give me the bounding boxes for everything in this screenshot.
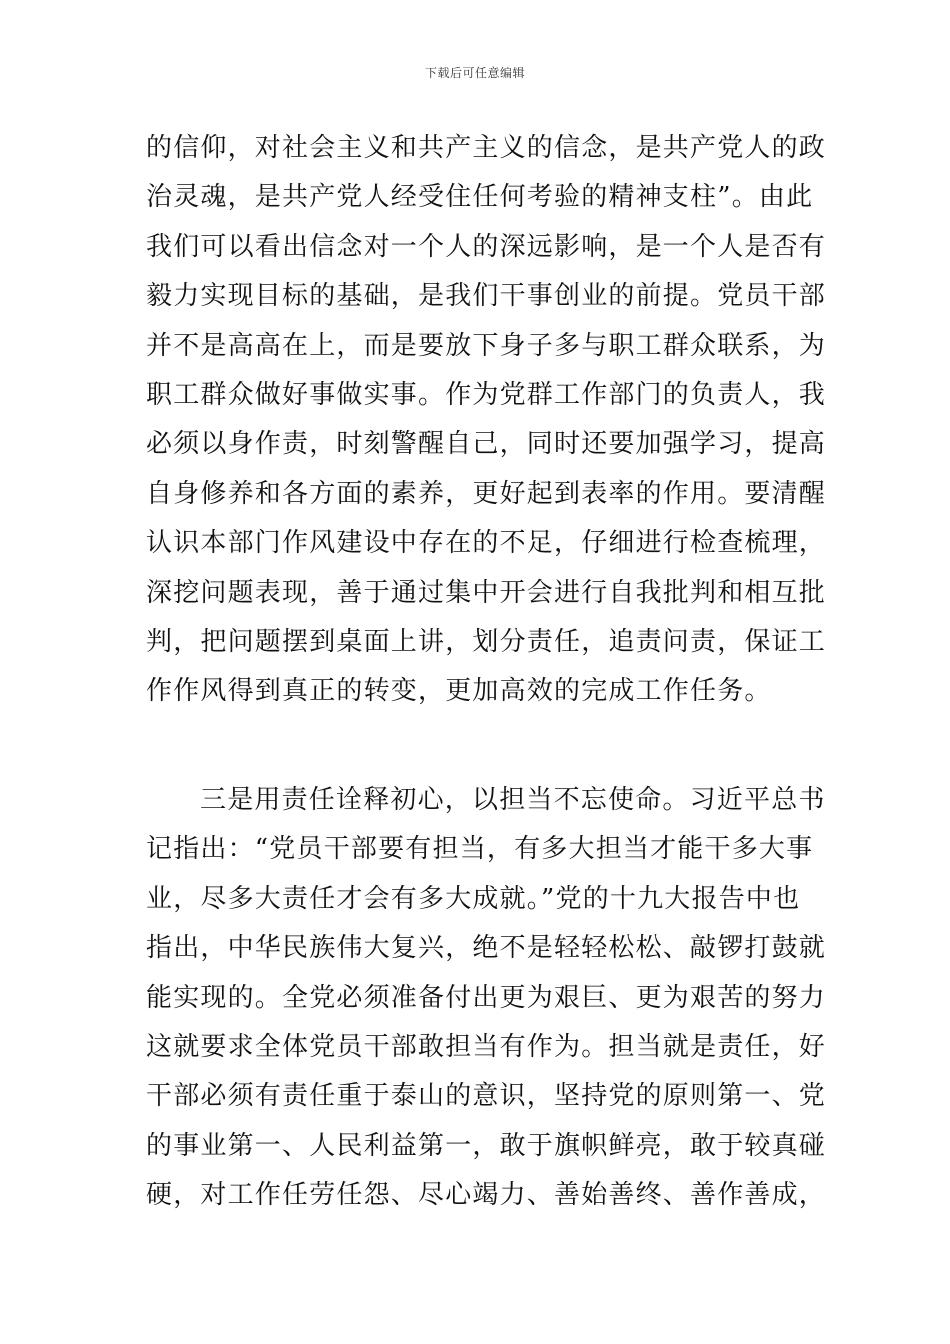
text-line: 干部必须有责任重于泰山的意识，坚持党的原则第一、党 xyxy=(146,1081,827,1112)
text-line: 职工群众做好事做实事。作为党群工作部门的负责人，我 xyxy=(146,379,827,410)
text-line: 判，把问题摆到桌面上讲，划分责任，追责问责，保证工 xyxy=(146,626,827,657)
text-line: 记指出：“党员干部要有担当，有多大担当才能干多大事 xyxy=(146,834,814,865)
text-line: 指出，中华民族伟大复兴，绝不是轻轻松松、敲锣打鼓就 xyxy=(146,933,827,964)
text-line: 的事业第一、人民利益第一，敢于旗帜鲜亮，敢于较真碰 xyxy=(146,1130,827,1161)
text-line: 三是用责任诠释初心，以担当不忘使命。习近平总书 xyxy=(200,785,826,815)
text-line: 业，尽多大责任才会有多大成就。”党的十九大报告中也 xyxy=(146,883,801,914)
page-header-note: 下载后可任意编辑 xyxy=(424,66,525,80)
text-line: 硬，对工作任劳任怨、尽心竭力、善始善终、善作善成， xyxy=(146,1180,827,1211)
text-line: 深挖问题表现，善于通过集中开会进行自我批判和相互批 xyxy=(146,577,827,608)
text-line: 认识本部门作风建设中存在的不足，仔细进行检查梳理， xyxy=(146,528,827,559)
text-line: 治灵魂，是共产党人经受住任何考验的精神支柱”。由此 xyxy=(146,182,814,213)
text-line: 毅力实现目标的基础，是我们干事创业的前提。党员干部 xyxy=(146,281,827,312)
text-line: 这就要求全体党员干部敢担当有作为。担当就是责任，好 xyxy=(146,1031,827,1062)
text-line: 必须以身作责，时刻警醒自己，同时还要加强学习，提高 xyxy=(146,429,827,460)
text-line: 自身修养和各方面的素养，更好起到表率的作用。要清醒 xyxy=(146,478,827,509)
text-line: 的信仰，对社会主义和共产主义的信念，是共产党人的政 xyxy=(146,133,827,163)
paragraph-2 xyxy=(146,776,827,1221)
text-line: 能实现的。全党必须准备付出更为艰巨、更为艰苦的努力 xyxy=(146,982,827,1013)
text-line: 并不是高高在上，而是要放下身子多与职工群众联系，为 xyxy=(146,330,827,361)
text-line: 我们可以看出信念对一个人的深远影响，是一个人是否有 xyxy=(146,231,827,262)
text-line: 作作风得到真正的转变，更加高效的完成工作任务。 xyxy=(146,676,772,707)
paragraph-1 xyxy=(146,124,827,717)
